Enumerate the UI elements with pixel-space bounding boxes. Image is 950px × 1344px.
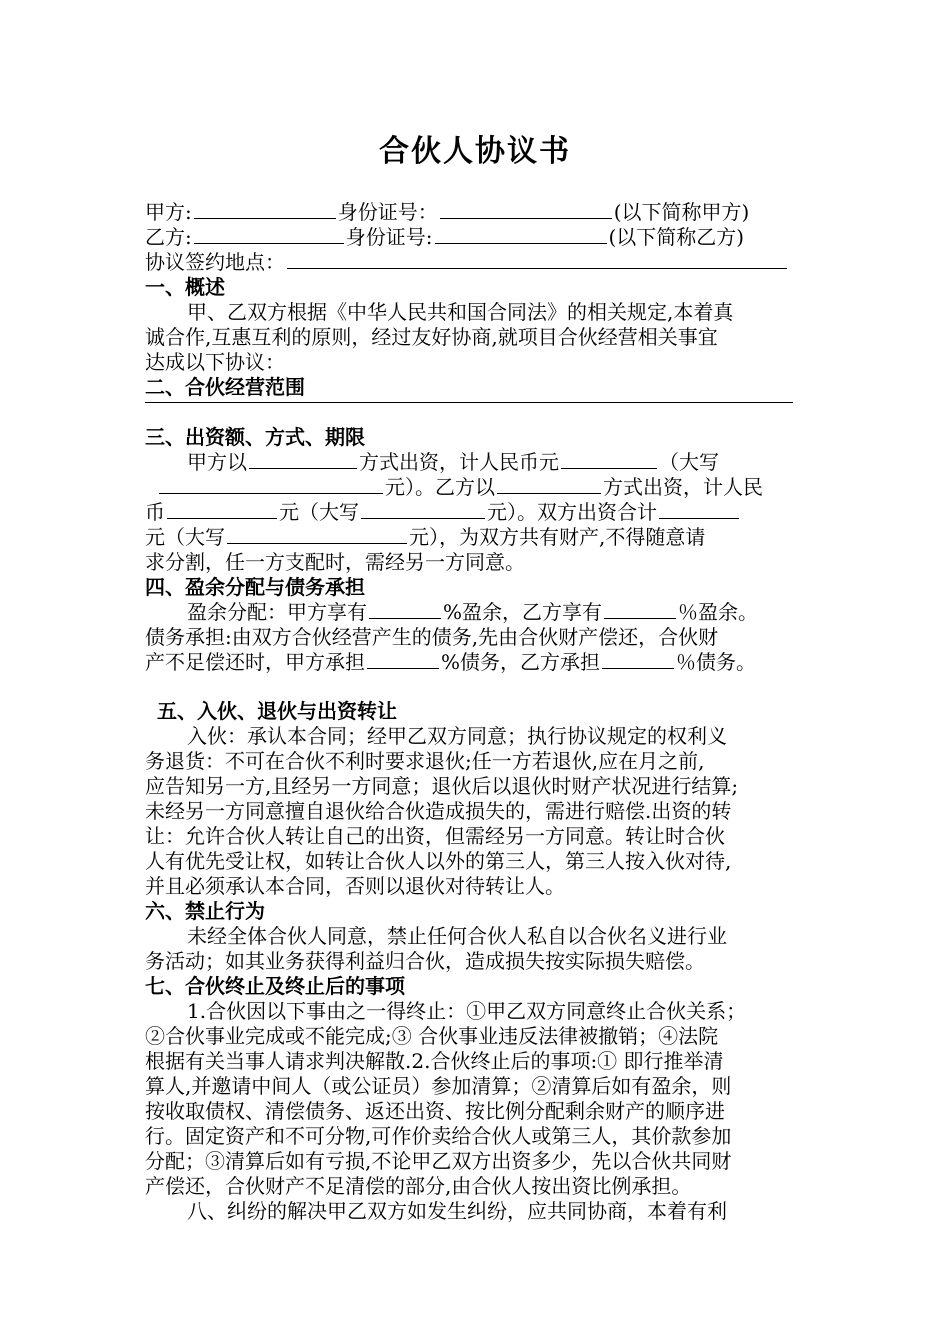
text: ％盈余。	[678, 600, 759, 624]
text: 产不足偿还时，甲方承担	[145, 650, 365, 674]
section-7-line-1: 1.合伙因以下事由之一得终止：①甲乙双方同意终止合伙关系；	[187, 999, 747, 1023]
section-1-line-3: 达成以下协议：	[145, 350, 285, 374]
section-7-line-4: 算人,并邀请中间人（或公证员）参加清算；②清算后如有盈余，则	[145, 1074, 732, 1098]
section-7-line-2: ②合伙事业完成或不能完成;③ 合伙事业违反法律被撤销；④法院	[145, 1024, 719, 1048]
section-1-line-1: 甲、乙双方根据《中华人民共和国合同法》的相关规定,本着真	[187, 300, 734, 324]
text: 元）。乙方以	[385, 475, 495, 499]
text: 元）。双方出资合计	[487, 500, 657, 524]
page-title: 合伙人协议书	[379, 134, 571, 169]
sign-place-line	[145, 249, 789, 275]
section-3-line-2	[145, 474, 763, 500]
section-5-line-5: 让：允许合伙人转让自己的出资，但需经另一方同意。转让时合伙	[145, 824, 725, 848]
section-5-line-3: 应告知另一方,且经另一方同意；退伙后以退伙时财产状况进行结算;	[145, 774, 739, 798]
text: 元（大写	[279, 500, 359, 524]
section-3-heading: 三、出资额、方式、期限	[145, 425, 365, 449]
section-7-line-3: 根据有关当事人请求判决解散.2.合伙终止后的事项:① 即行推举清	[145, 1049, 724, 1073]
section-4-line-2: 债务承担:由双方合伙经营产生的债务,先由合伙财产偿还，合伙财	[145, 625, 719, 649]
text: ％债务。	[676, 650, 757, 674]
section-1-line-2: 诚合作,互惠互利的原则，经过友好协商,就项目合伙经营相关事宜	[145, 325, 718, 349]
text: 币	[145, 500, 165, 524]
section-7-line-8: 产偿还，合伙财产不足清偿的部分,由合伙人按出资比例承担。	[145, 1174, 692, 1198]
text: 方式出资，计人民	[603, 475, 763, 499]
party-b-suffix: (以下简称乙方)	[608, 225, 745, 249]
section-5-line-4: 未经另一方同意擅自退伙给合伙造成损失的，需进行赔偿.出资的转	[145, 799, 732, 823]
section-1-heading: 一、概述	[145, 275, 225, 299]
id-label-b: 身份证号:	[345, 225, 433, 249]
section-3-line-3	[145, 499, 741, 525]
section-7-line-7: 分配；③清算后如有亏损,不论甲乙双方出资多少，先以合伙共同财	[145, 1149, 732, 1173]
party-a-id-blank[interactable]	[440, 199, 612, 219]
party-a-amount-words-blank[interactable]	[159, 474, 383, 494]
party-b-debt-share-blank[interactable]	[602, 649, 674, 669]
text: %债务，乙方承担	[441, 650, 601, 674]
party-a-name-blank[interactable]	[194, 199, 336, 219]
section-5-line-7: 并且必须承认本合同，否则以退伙对待转让人。	[145, 874, 565, 898]
section-4-heading: 四、盈余分配与债务承担	[145, 575, 365, 599]
section-5-heading: 五、入伙、退伙与出资转让	[157, 699, 397, 723]
text: 元（大写	[145, 525, 225, 549]
party-a-profit-share-blank[interactable]	[369, 599, 441, 619]
text: 方式出资，计人民币元	[359, 450, 559, 474]
party-b-amount-blank[interactable]	[167, 499, 277, 519]
party-b-id-blank[interactable]	[435, 224, 607, 244]
section-3-line-4	[145, 524, 705, 550]
section-4-line-3	[145, 649, 756, 675]
text: 盈余分配：甲方享有	[187, 600, 367, 624]
section-3-line-1	[187, 449, 719, 475]
party-a-line	[145, 199, 749, 225]
section-7-heading: 七、合伙终止及终止后的事项	[145, 974, 405, 998]
sign-place-blank[interactable]	[287, 249, 787, 269]
party-b-amount-words-blank[interactable]	[361, 499, 485, 519]
section-6-line-1: 未经全体合伙人同意，禁止任何合伙人私自以合伙名义进行业	[187, 924, 727, 948]
party-b-method-blank[interactable]	[497, 474, 601, 494]
sign-place-label: 协议签约地点：	[145, 250, 285, 274]
total-amount-words-blank[interactable]	[227, 524, 407, 544]
section-6-heading: 六、禁止行为	[145, 899, 265, 923]
section-3-line-5: 求分割，任一方支配时，需经另一方同意。	[145, 550, 525, 574]
party-a-debt-share-blank[interactable]	[367, 649, 439, 669]
text: %盈余，乙方享有	[443, 600, 603, 624]
section-8-line-1: 八、纠纷的解决甲乙双方如发生纠纷，应共同协商，本着有利	[187, 1199, 727, 1223]
section-2-heading: 二、合伙经营范围	[145, 375, 305, 399]
section-5-line-6: 人有优先受让权，如转让合伙人以外的第三人，第三人按入伙对待,	[145, 849, 732, 873]
text: 元），为双方共有财产,不得随意请	[409, 525, 706, 549]
party-a-amount-blank[interactable]	[561, 449, 657, 469]
section-4-line-1	[187, 599, 758, 625]
party-a-method-blank[interactable]	[249, 449, 357, 469]
party-b-profit-share-blank[interactable]	[604, 599, 676, 619]
section-6-line-2: 务活动；如其业务获得利益归合伙，造成损失按实际损失赔偿。	[145, 949, 705, 973]
section-7-line-6: 行。固定资产和不可分物,可作价卖给合伙人或第三人，其价款参加	[145, 1124, 732, 1148]
text: 甲方以	[187, 450, 247, 474]
party-a-suffix: (以下简称甲方)	[613, 200, 750, 224]
section-5-line-2: 务退货：不可在合伙不利时要求退伙;任一方若退伙,应在月之前,	[145, 749, 705, 773]
business-scope-blank[interactable]	[145, 402, 793, 403]
text: （大写	[659, 450, 719, 474]
id-label-a: 身份证号：	[337, 200, 438, 224]
section-7-line-5: 按收取债权、清偿债务、返还出资、按比例分配剩余财产的顺序进	[145, 1099, 725, 1123]
total-amount-blank[interactable]	[659, 499, 739, 519]
party-b-name-blank[interactable]	[194, 224, 344, 244]
party-b-label: 乙方:	[145, 225, 192, 249]
party-b-line	[145, 224, 744, 250]
party-a-label: 甲方:	[145, 200, 192, 224]
section-5-line-1: 入伙：承认本合同；经甲乙双方同意；执行协议规定的权利义	[187, 724, 727, 748]
